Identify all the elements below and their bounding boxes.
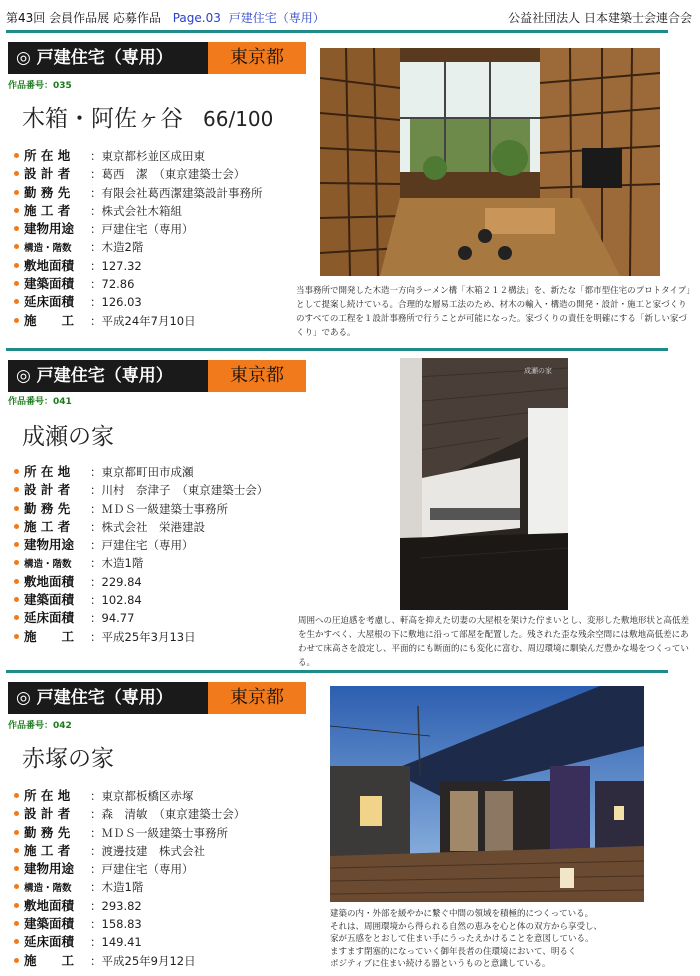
spec-value: ：102.84 (90, 593, 142, 608)
section-rule (6, 348, 668, 351)
description-line: ますます閉塞的になっていく御年長者の住環境において、明るく (330, 946, 577, 957)
spec-item (14, 951, 245, 969)
description-line: ポジティブに住まい続ける器というものと意識している。 (330, 959, 551, 969)
spec-label: 敷地面積 (24, 573, 75, 589)
spec-value: ：94.77 (90, 611, 135, 626)
page-header (0, 0, 700, 30)
spec-label: 構造・階数 (24, 243, 72, 255)
spec-item (14, 517, 268, 535)
spec-label: 構造・階数 (24, 883, 72, 895)
work-title (22, 100, 273, 133)
work-photo (320, 48, 660, 276)
spec-item (14, 462, 268, 480)
spec-label: 敷地面積 (24, 897, 75, 913)
spec-value: ：293.82 (90, 898, 142, 913)
spec-item (14, 219, 263, 237)
spec-item (14, 877, 245, 895)
spec-label: 建築面積 (24, 592, 75, 608)
spec-value: ：葛西 潔 （東京建築士会） (90, 167, 246, 182)
section-rule (6, 670, 668, 673)
spec-item (14, 164, 263, 182)
spec-value: ：ＭＤＳ一級建築士事務所 (90, 825, 228, 840)
page-category: 戸建住宅（専用） (228, 11, 325, 25)
spec-label: 所 在 地 (24, 148, 71, 163)
spec-value: ：株式会社 栄港建設 (90, 519, 205, 534)
spec-item (14, 786, 245, 804)
category-label: ◎ 戸建住宅（専用） (8, 360, 208, 392)
spec-item (14, 823, 245, 841)
spec-label: 延床面積 (24, 934, 75, 950)
work-description: 当事務所で開発した木造一方向ラーメン構「木箱２１２構法」を、新たな「都市型住宅のプロトタイプ」として提案し続けている。合理的な層易工法のため、材木の輸入・構造の開発・設計・施工と家づくりのすべての工程を１設計事務所で行うことが可能になった。家づくりの責任を明確にする「新しい家づくり」である。 (296, 286, 691, 338)
work-title-text: 赤塚の家 (22, 746, 114, 772)
spec-value: ：平成24年7月10日 (90, 313, 196, 328)
spec-item (14, 146, 263, 164)
spec-item (14, 183, 263, 201)
spec-item (14, 608, 268, 626)
spec-label: 施 工 者 (24, 842, 71, 858)
spec-label: 延床面積 (24, 610, 75, 626)
spec-item (14, 237, 263, 255)
work-photo (400, 358, 568, 610)
header-rule (6, 30, 668, 33)
spec-label: 施 工 (24, 952, 75, 968)
spec-label: 設 計 者 (24, 482, 71, 498)
header-left (6, 9, 325, 26)
spec-label: 施 工 (24, 312, 75, 328)
spec-label: 所 在 地 (24, 788, 71, 803)
work-description: 周囲への圧迫感を考慮し、軒高を抑えた切妻の大屋根を架けた佇まいとし、変形した敷地形状と高低差を生かすべく、大屋根の下に敷地に沿って部屋を配置した。残された歪な残余空間には敷地高低差にあわせて床高さを設定し、平面的にも断面的にも変化に富む、周辺環境に馴染んだ豊かな場をつくっている。 (298, 616, 690, 668)
spec-value: ：川村 奈津子 （東京建築士会） (90, 483, 269, 498)
work-number: 作品番号：035 (8, 81, 72, 91)
work-title-text: 成瀬の家 (22, 424, 114, 450)
spec-label: 建物用途 (24, 861, 75, 877)
spec-label: 建築面積 (24, 276, 75, 292)
photo-caption: 成瀬の家 (524, 367, 552, 375)
description-line: 家が五感をとおして住まい手にうったえかけることを意図している。 (330, 934, 594, 944)
spec-label: 敷地面積 (24, 257, 75, 273)
spec-item (14, 292, 263, 310)
work-description (330, 908, 670, 971)
spec-label: 設 計 者 (24, 166, 71, 182)
spec-item (14, 859, 245, 877)
spec-item (14, 480, 268, 498)
description-line: 建築の内・外部を緩やかに繋ぐ中間の領域を積極的につくっている。 (330, 909, 594, 919)
spec-value: ：158.83 (90, 917, 142, 932)
spec-list (14, 146, 263, 329)
spec-item (14, 627, 268, 645)
description-line: それは、周囲環境から得られる自然の恵みを心と体の双方から享受し、 (330, 921, 603, 932)
work-entry-041 (0, 354, 700, 668)
spec-label: 勤 務 先 (24, 824, 71, 840)
spec-value: ：戸建住宅（専用） (90, 222, 194, 237)
category-band (8, 360, 306, 392)
category-label: ◎ 戸建住宅（専用） (8, 42, 208, 74)
spec-value: ：有限会社葛西潔建築設計事務所 (90, 185, 263, 200)
spec-label: 延床面積 (24, 294, 75, 310)
spec-item (14, 841, 245, 859)
spec-value: ：126.03 (90, 295, 142, 310)
spec-value: ：127.32 (90, 258, 142, 273)
spec-item (14, 553, 268, 571)
spec-item (14, 201, 263, 219)
spec-value: ：229.84 (90, 574, 142, 589)
work-title-text: 木箱・阿佐ヶ谷 (22, 106, 183, 132)
spec-label: 建物用途 (24, 537, 75, 553)
exhibition-title: 第43回 会員作品展 応募作品 (6, 11, 161, 25)
spec-list (14, 786, 245, 969)
spec-item (14, 932, 245, 950)
spec-label: 所 在 地 (24, 464, 71, 479)
category-band (8, 682, 306, 714)
page-number: Page.03 (172, 11, 221, 25)
spec-value: ：木造1階 (90, 556, 144, 571)
spec-item (14, 914, 245, 932)
spec-label: 施 工 者 (24, 518, 71, 534)
region-label: 東京都 (208, 360, 306, 392)
spec-value: ：東京都板橋区赤塚 (90, 789, 194, 803)
spec-value: ：ＭＤＳ一級建築士事務所 (90, 501, 228, 516)
spec-value: ：木造1階 (90, 880, 144, 895)
spec-item (14, 804, 245, 822)
work-entry-035 (0, 38, 700, 348)
work-title (22, 740, 114, 773)
spec-value: ：戸建住宅（専用） (90, 862, 194, 877)
spec-item (14, 311, 263, 329)
spec-item (14, 572, 268, 590)
spec-list (14, 462, 268, 645)
spec-label: 設 計 者 (24, 806, 71, 822)
work-number: 作品番号：042 (8, 721, 72, 731)
spec-value: ：149.41 (90, 935, 142, 950)
organization-name: 公益社団法人 日本建築士会連合会 (508, 11, 692, 25)
spec-value: ：木造2階 (90, 240, 144, 255)
spec-value: ：戸建住宅（専用） (90, 538, 194, 553)
spec-label: 施 工 者 (24, 202, 71, 218)
spec-label: 勤 務 先 (24, 184, 71, 200)
spec-item (14, 535, 268, 553)
spec-value: ：東京都町田市成瀬 (90, 465, 194, 479)
work-photo (330, 686, 644, 902)
category-label: ◎ 戸建住宅（専用） (8, 682, 208, 714)
spec-label: 勤 務 先 (24, 500, 71, 516)
spec-label: 建築面積 (24, 916, 75, 932)
spec-label: 建物用途 (24, 221, 75, 237)
work-number: 作品番号：041 (8, 397, 72, 407)
spec-value: ：平成25年3月13日 (90, 629, 196, 644)
spec-item (14, 274, 263, 292)
spec-value: ：平成25年9月12日 (90, 953, 196, 968)
work-title (22, 418, 114, 451)
spec-value: ：72.86 (90, 277, 135, 292)
work-entry-042 (0, 676, 700, 976)
spec-label: 施 工 (24, 628, 75, 644)
spec-label: 構造・階数 (24, 559, 72, 571)
region-label: 東京都 (208, 682, 306, 714)
spec-value: ：株式会社木箱組 (90, 203, 182, 218)
spec-item (14, 896, 245, 914)
spec-value: ：森 清敏 （東京建築士会） (90, 807, 246, 822)
category-band (8, 42, 306, 74)
spec-value: ：渡邊技建 株式会社 (90, 843, 205, 858)
spec-item (14, 256, 263, 274)
spec-item (14, 499, 268, 517)
spec-item (14, 590, 268, 608)
work-score: 66/100 (203, 107, 274, 131)
spec-value: ：東京都杉並区成田東 (90, 149, 205, 163)
region-label: 東京都 (208, 42, 306, 74)
